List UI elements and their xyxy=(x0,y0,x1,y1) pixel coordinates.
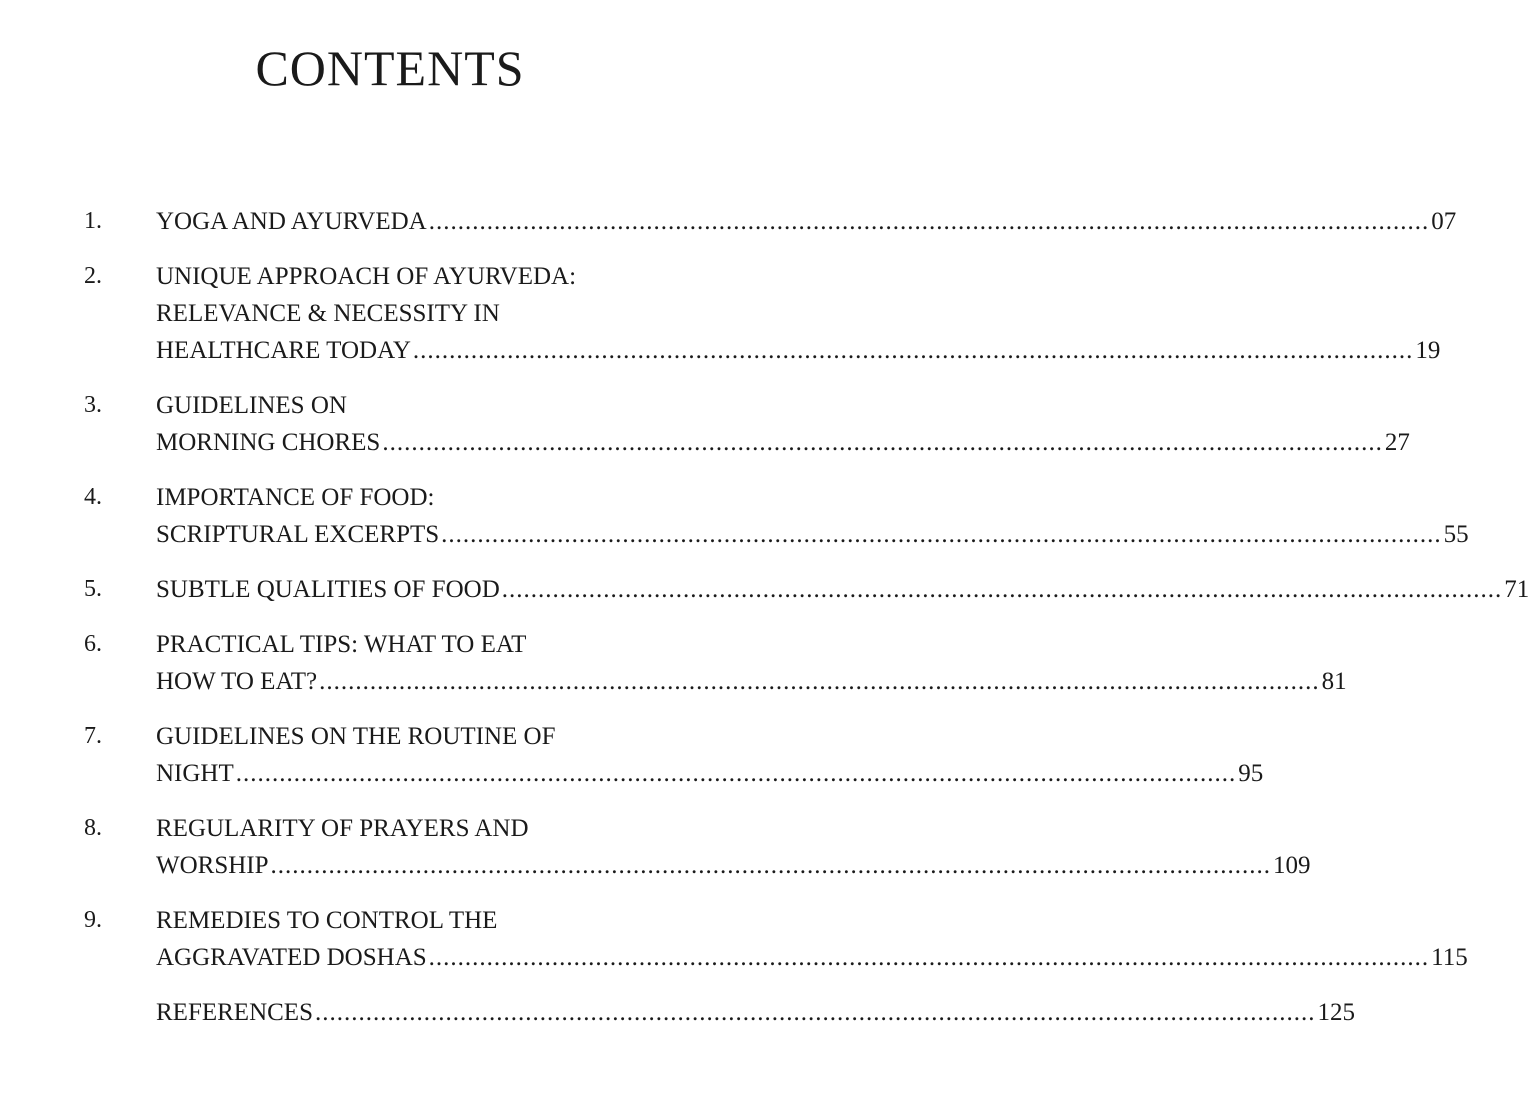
entry-title xyxy=(156,626,1347,700)
entry-last-line xyxy=(156,994,1355,1031)
entry-title xyxy=(156,994,1355,1031)
page-title: CONTENTS xyxy=(255,40,525,96)
toc-entry[interactable] xyxy=(84,626,1347,700)
toc-entry[interactable] xyxy=(84,387,1410,461)
entry-title-text: YOGA AND AYURVEDA xyxy=(156,208,427,235)
entry-title-text: HEALTHCARE TODAY xyxy=(156,337,411,364)
entry-page-number: 95 xyxy=(1238,760,1264,787)
entry-title-text: SCRIPTURAL EXCERPTS xyxy=(156,521,440,548)
entry-page-number: 71 xyxy=(1504,576,1529,603)
dot-leader xyxy=(441,516,1442,553)
entry-last-line xyxy=(156,571,1529,608)
entry-title xyxy=(156,479,1469,553)
entry-title-text: SUBTLE QUALITIES OF FOOD xyxy=(156,576,500,603)
table-of-contents xyxy=(84,203,1529,1049)
entry-number: 3. xyxy=(84,392,102,418)
entry-page-number: 55 xyxy=(1443,521,1469,548)
entry-last-line xyxy=(156,663,1347,700)
entry-title-text: REFERENCES xyxy=(156,999,313,1026)
entry-last-line xyxy=(156,516,1469,553)
entry-last-line xyxy=(156,424,1410,461)
entry-number: 2. xyxy=(84,263,102,289)
entry-number: 5. xyxy=(84,576,102,602)
entry-title xyxy=(156,571,1529,608)
toc-entry[interactable] xyxy=(84,810,1311,884)
toc-entry[interactable] xyxy=(84,203,1457,240)
dot-leader xyxy=(413,332,1414,369)
dot-leader xyxy=(319,663,1320,700)
entry-title-line: GUIDELINES ON xyxy=(156,392,347,419)
entry-number: 9. xyxy=(84,907,102,933)
entry-title-line: UNIQUE APPROACH OF AYURVEDA: xyxy=(156,263,577,290)
entry-title xyxy=(156,203,1456,240)
entry-title-line: PRACTICAL TIPS: WHAT TO EAT xyxy=(156,631,527,658)
entry-title-text: WORSHIP xyxy=(156,852,269,879)
entry-title xyxy=(156,718,1263,792)
entry-number: 4. xyxy=(84,484,102,510)
entry-page-number: 115 xyxy=(1431,944,1468,971)
entry-title-text: AGGRAVATED DOSHAS xyxy=(156,944,427,971)
toc-entry[interactable] xyxy=(84,902,1468,976)
entry-title-text: HOW TO EAT? xyxy=(156,668,318,695)
entry-title xyxy=(156,258,1440,369)
entry-page-number: 19 xyxy=(1415,337,1441,364)
entry-page-number: 125 xyxy=(1317,999,1355,1026)
entry-title-text: MORNING CHORES xyxy=(156,429,381,456)
toc-entry[interactable] xyxy=(84,994,1355,1031)
toc-entry[interactable] xyxy=(84,479,1469,553)
entry-title xyxy=(156,387,1410,461)
entry-page-number: 109 xyxy=(1273,852,1311,879)
entry-title xyxy=(156,902,1468,976)
dot-leader xyxy=(502,571,1503,608)
entry-last-line xyxy=(156,847,1311,884)
entry-title-line: IMPORTANCE OF FOOD: xyxy=(156,484,435,511)
dot-leader xyxy=(236,755,1237,792)
entry-last-line xyxy=(156,203,1456,240)
toc-entry[interactable] xyxy=(84,571,1529,608)
entry-page-number: 81 xyxy=(1321,668,1347,695)
toc-entry[interactable] xyxy=(84,258,1441,369)
entry-number: 7. xyxy=(84,723,102,749)
entry-title-text: NIGHT xyxy=(156,760,234,787)
entry-title-line: GUIDELINES ON THE ROUTINE OF xyxy=(156,723,556,750)
dot-leader xyxy=(271,847,1272,884)
entry-number: 8. xyxy=(84,815,102,841)
entry-last-line xyxy=(156,755,1263,792)
entry-title-line: RELEVANCE & NECESSITY IN xyxy=(156,300,500,327)
entry-number: 1. xyxy=(84,208,102,234)
dot-leader xyxy=(429,203,1430,240)
dot-leader xyxy=(382,424,1383,461)
entry-title xyxy=(156,810,1311,884)
entry-last-line xyxy=(156,939,1468,976)
entry-page-number: 07 xyxy=(1431,208,1457,235)
entry-title-line: REMEDIES TO CONTROL THE xyxy=(156,907,498,934)
dot-leader xyxy=(429,939,1430,976)
entry-page-number: 27 xyxy=(1384,429,1410,456)
toc-entry[interactable] xyxy=(84,718,1264,792)
entry-title-line: REGULARITY OF PRAYERS AND xyxy=(156,815,529,842)
entry-last-line xyxy=(156,332,1440,369)
entry-number: 6. xyxy=(84,631,102,657)
dot-leader xyxy=(315,994,1316,1031)
